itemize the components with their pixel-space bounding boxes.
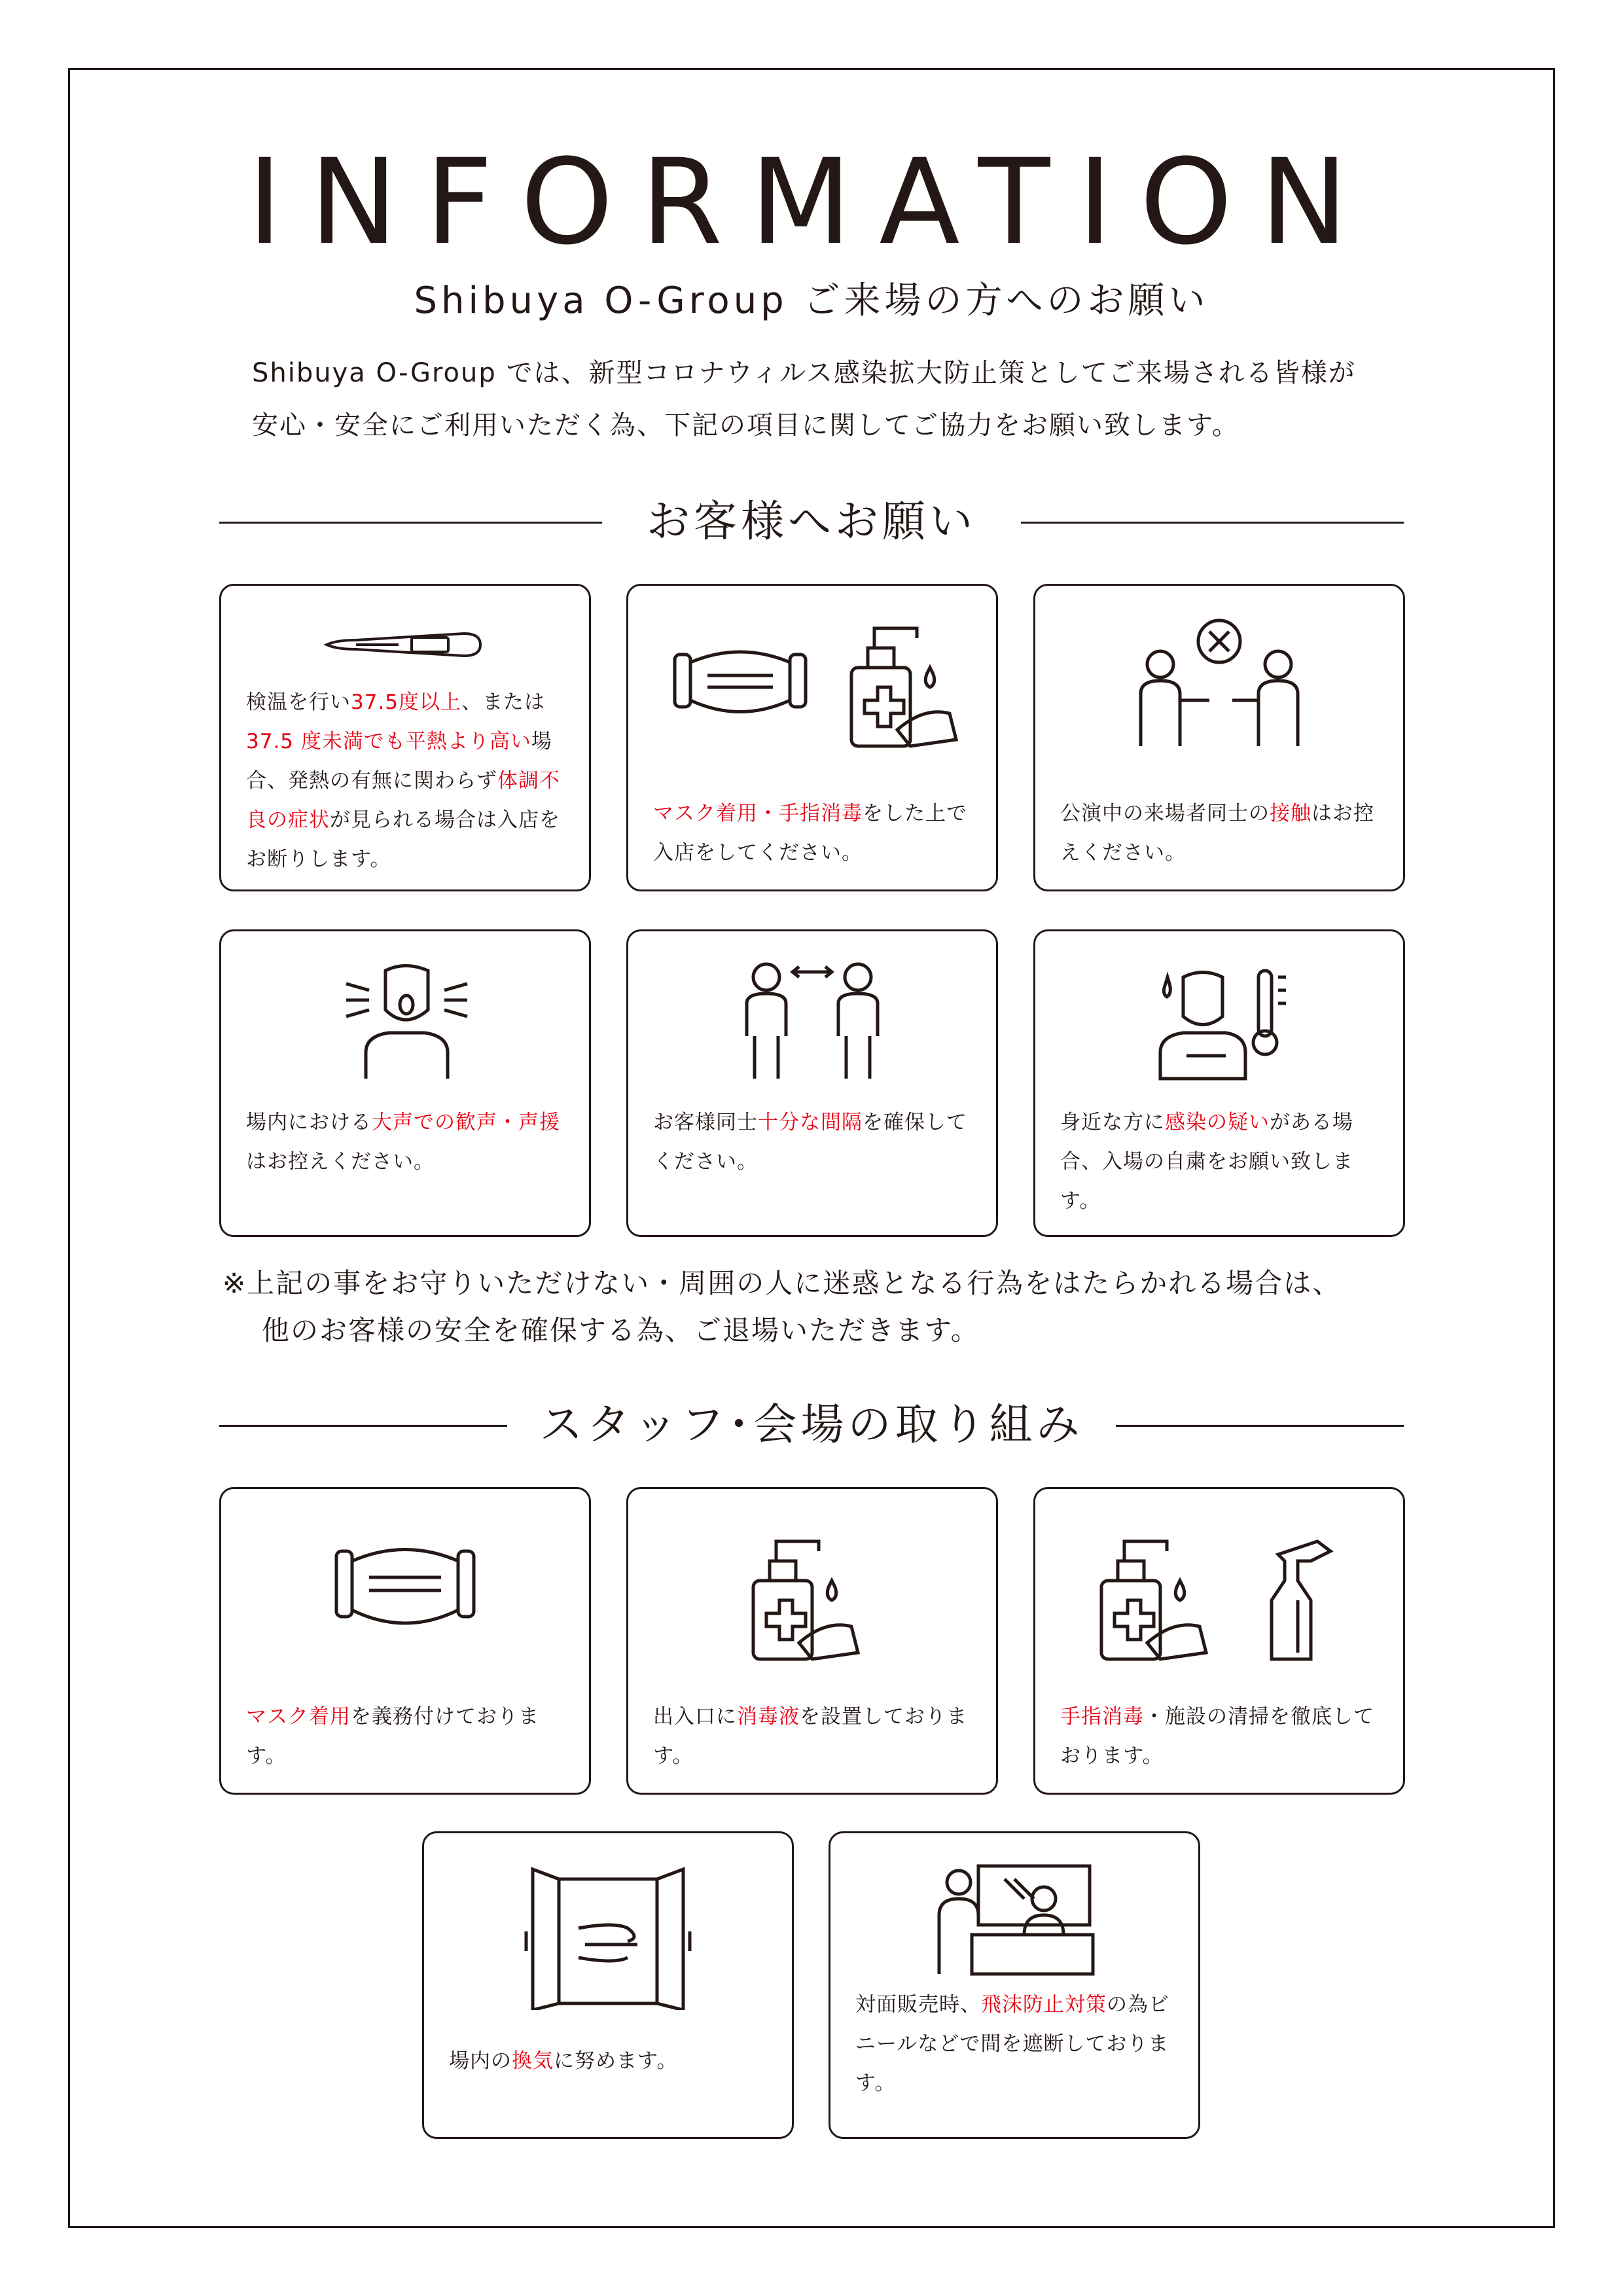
card-ventilation — [422, 1831, 794, 2139]
card-text — [246, 1103, 569, 1181]
text-highlight: 消毒液 — [737, 1705, 800, 1729]
card-text — [449, 2041, 772, 2081]
text-part: お客様同士 — [653, 1111, 758, 1134]
loud-voice-icon — [221, 958, 589, 1082]
text-part: をした上で入店をしてください。 — [653, 802, 967, 865]
text-highlight: 37.5 度未満でも平熱より高い — [246, 730, 531, 753]
text-highlight: 感染の疑い — [1165, 1111, 1270, 1134]
text-part: 対面販売時、 — [855, 1993, 981, 2017]
sanitizer-icon — [628, 1528, 996, 1666]
text-highlight: 十分な間隔 — [758, 1111, 863, 1134]
card-partition — [829, 1831, 1200, 2139]
text-part: の為ビニールなどで間を遮断しております。 — [855, 1993, 1169, 2095]
no-contact-icon — [1035, 615, 1403, 753]
text-part: を確保してください。 — [653, 1111, 967, 1174]
note-line-1: ※上記の事をお守りいただけない・周囲の人に迷惑となる行為をはたらかれる場合は、 — [223, 1267, 1342, 1299]
card-staff-mask — [219, 1487, 591, 1795]
text-part: を義務付けております。 — [246, 1705, 539, 1768]
card-text — [246, 683, 569, 879]
text-part: 公演中の来場者同士の — [1060, 802, 1270, 825]
ventilation-window-icon — [424, 1866, 792, 2010]
section-heading-staff — [219, 1395, 1404, 1454]
text-part: 出入口に — [653, 1705, 737, 1729]
card-no-loud-voice — [219, 929, 591, 1237]
text-part: がある場合、入場の自粛をお願い致します。 — [1060, 1111, 1353, 1213]
card-mask-sanitize — [626, 584, 998, 891]
text-part: 、または — [461, 691, 546, 714]
heading-rule-right — [1116, 1425, 1404, 1427]
text-part: 場合、発熱の有無に関わらず — [246, 730, 552, 793]
intro-line-1: Shibuya O-Group では、新型コロナウィルス感染拡大防止策としてご来場される皆様が — [252, 358, 1356, 388]
card-suspected-infection — [1033, 929, 1405, 1237]
heading-rule-right — [1021, 522, 1404, 524]
card-text — [1060, 1103, 1383, 1221]
intro-text — [252, 347, 1430, 452]
text-highlight: 手指消毒 — [1060, 1705, 1144, 1729]
warning-note — [223, 1260, 1433, 1354]
card-text — [653, 794, 976, 872]
card-no-contact — [1033, 584, 1405, 891]
text-highlight: 37.5度以上 — [351, 691, 462, 714]
thermometer-icon — [221, 615, 589, 674]
note-line-2: 他のお客様の安全を確保する為、ご退場いただきます。 — [262, 1314, 980, 1346]
text-part: が見られる場合は入店をお断りします。 — [246, 808, 560, 871]
text-part: 身近な方に — [1060, 1111, 1165, 1134]
card-staff-sanitizer — [626, 1487, 998, 1795]
text-highlight: マスク着用 — [246, 1705, 351, 1729]
text-highlight: 接触 — [1270, 802, 1311, 825]
sanitizer-and-spray-icon — [1035, 1528, 1403, 1666]
text-part: 検温を行い — [246, 691, 351, 714]
card-text — [1060, 794, 1383, 872]
card-temperature-check — [219, 584, 591, 891]
card-distance — [626, 929, 998, 1237]
mask-icon — [221, 1538, 589, 1636]
card-text — [246, 1697, 569, 1776]
page-title: INFORMATION — [247, 134, 1376, 271]
social-distance-icon — [628, 958, 996, 1082]
section-heading-label: お客様へお願い — [647, 496, 976, 547]
card-text — [855, 1985, 1179, 2103]
text-part: ・施設の清掃を徹底しております。 — [1060, 1705, 1374, 1768]
intro-line-2: 安心・安全にご利用いただく為、下記の項目に関してご協力をお願い致します。 — [252, 410, 1240, 440]
card-text — [1060, 1697, 1383, 1776]
text-part: 場内の — [449, 2049, 512, 2073]
mask-and-sanitizer-icon — [628, 615, 996, 753]
section-heading-label: スタッフ･会場の取り組み — [539, 1399, 1084, 1450]
counter-partition-icon — [830, 1859, 1198, 1977]
text-highlight: 換気 — [512, 2049, 554, 2073]
text-part: を設置しております。 — [653, 1705, 967, 1768]
page-subtitle: Shibuya O-Group ご来場の方へのお願い — [414, 279, 1209, 322]
text-highlight: 飛沫防止対策 — [981, 1993, 1107, 2017]
text-part: はお控えください。 — [1060, 802, 1374, 865]
text-part: はお控えください。 — [246, 1150, 435, 1174]
text-part: に努めます。 — [554, 2049, 678, 2073]
text-highlight: 大声での歓声・声援 — [372, 1111, 560, 1134]
card-staff-cleaning — [1033, 1487, 1405, 1795]
text-highlight: 体調不良の症状 — [246, 769, 560, 832]
text-part: 場内における — [246, 1111, 372, 1134]
section-heading-customers — [219, 492, 1404, 551]
text-highlight: マスク着用・手指消毒 — [653, 802, 863, 825]
fever-person-icon — [1035, 958, 1403, 1082]
card-text — [653, 1103, 976, 1181]
card-text — [653, 1697, 976, 1776]
